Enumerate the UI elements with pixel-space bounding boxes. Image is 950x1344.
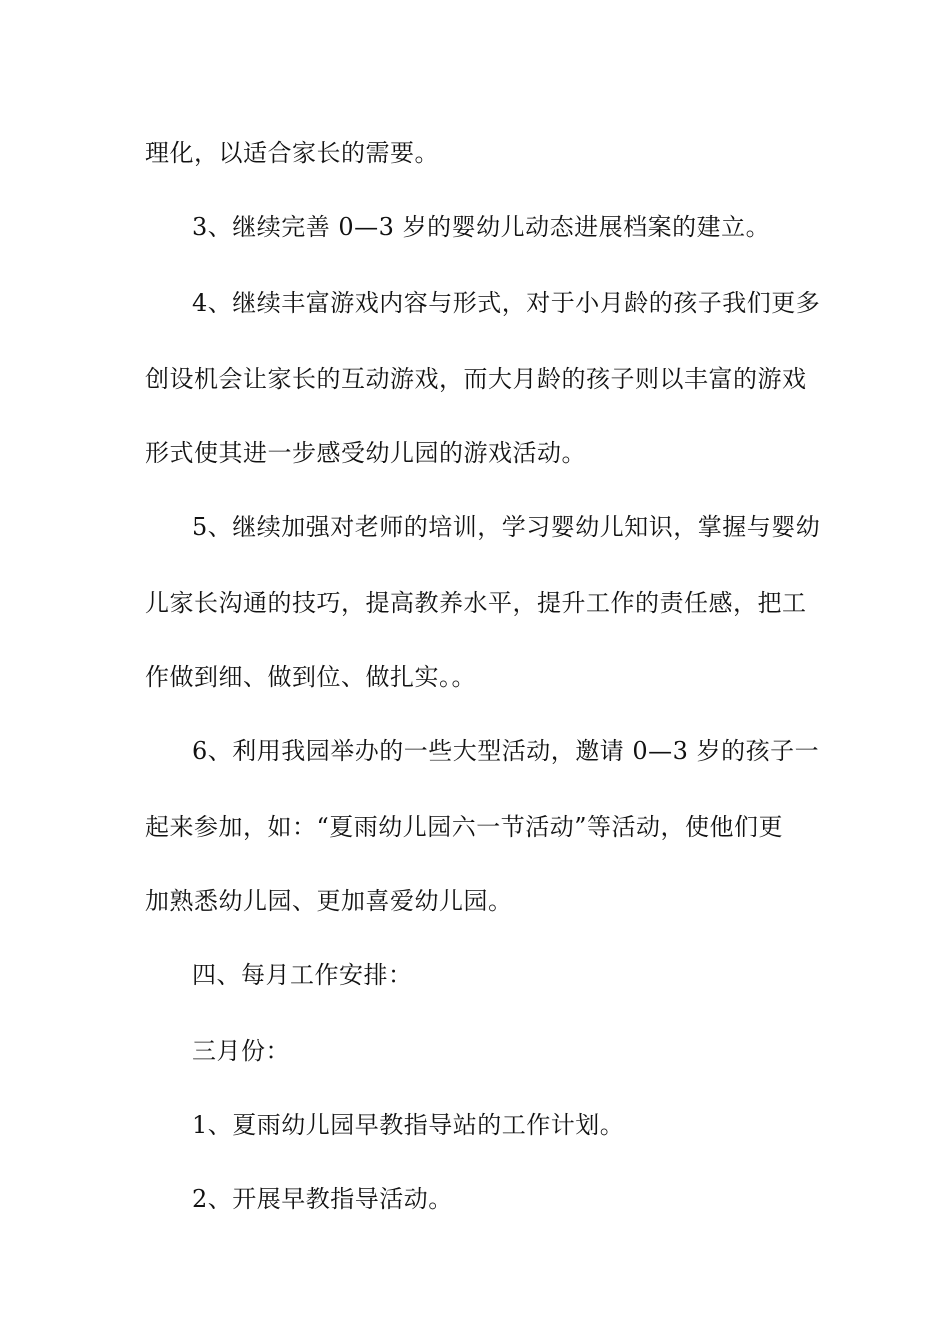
text-line: 儿家长沟通的技巧，提高教养水平，提升工作的责任感，把工 bbox=[145, 589, 807, 617]
text-line: 3、继续完善 0—3 岁的婴幼儿动态进展档案的建立。 bbox=[192, 213, 771, 241]
text-line: 6、利用我园举办的一些大型活动，邀请 0—3 岁的孩子一 bbox=[192, 737, 820, 765]
text-line: 4、继续丰富游戏内容与形式，对于小月龄的孩子我们更多 bbox=[192, 289, 821, 317]
text-line: 加熟悉幼儿园、更加喜爱幼儿园。 bbox=[145, 887, 513, 915]
text-line: 形式使其进一步感受幼儿园的游戏活动。 bbox=[145, 439, 586, 467]
list-item: 2、开展早教指导活动。 bbox=[192, 1185, 453, 1213]
text-line: 5、继续加强对老师的培训，学习婴幼儿知识，掌握与婴幼 bbox=[192, 513, 821, 541]
text-line: 作做到细、做到位、做扎实。。 bbox=[145, 663, 476, 691]
list-item: 1、夏雨幼儿园早教指导站的工作计划。 bbox=[192, 1111, 625, 1139]
text-line: 创设机会让家长的互动游戏，而大月龄的孩子则以丰富的游戏 bbox=[145, 365, 807, 393]
section-heading: 四、每月工作安排： bbox=[192, 961, 413, 989]
text-line: 理化，以适合家长的需要。 bbox=[145, 139, 439, 167]
subheading: 三月份： bbox=[192, 1037, 290, 1065]
text-line: 起来参加，如：“夏雨幼儿园六一节活动”等活动，使他们更 bbox=[145, 813, 784, 841]
